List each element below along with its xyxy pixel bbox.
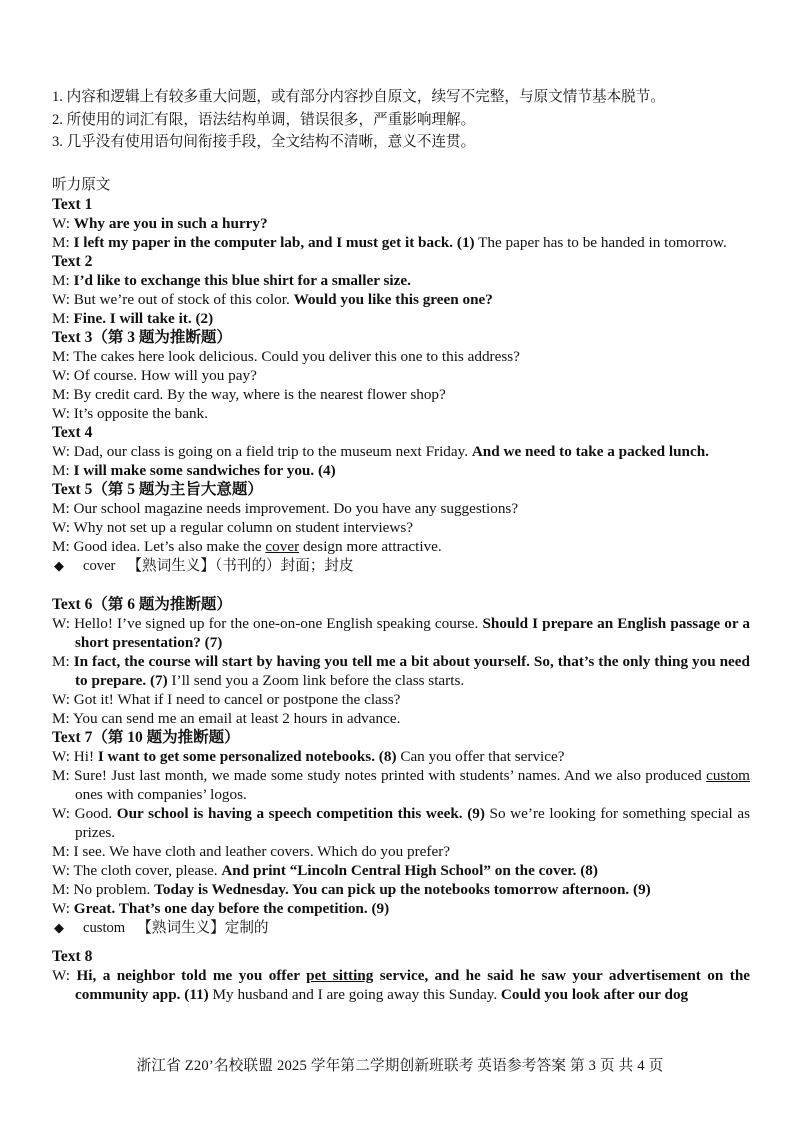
listening-transcript bbox=[52, 176, 750, 1004]
text-7-line-1: W: Hi! I want to get some personalized notebooks. (8) Can you offer that service? bbox=[52, 748, 565, 765]
text-7-line-4: M: I see. We have cloth and leather covers. Which do you prefer? bbox=[52, 843, 450, 860]
text-1-line-2: M: I left my paper in the computer lab, and I must get it back. (1) The paper has to be handed in tomorrow. bbox=[52, 234, 727, 251]
text-1-title: Text 1 bbox=[52, 196, 93, 213]
text-7-title: Text 7（第 10 题为推断题） bbox=[52, 729, 240, 746]
text-6-line-2: M: In fact, the course will start by having you tell me a bit about yourself. So, that’s the only thing you need to prepare. (7) I’ll send you a Zoom link before the class starts. bbox=[52, 653, 750, 689]
text-3-line-3: M: By credit card. By the way, where is the nearest flower shop? bbox=[52, 386, 446, 403]
text-5-title: Text 5（第 5 题为主旨大意题） bbox=[52, 481, 263, 498]
text-7-line-5: W: The cloth cover, please. And print “Lincoln Central High School” on the cover. (8) bbox=[52, 862, 598, 879]
text-3-line-1: M: The cakes here look delicious. Could you deliver this one to this address? bbox=[52, 348, 520, 365]
diamond-bullet-icon: ◆ bbox=[54, 558, 64, 573]
text-6-line-4: M: You can send me an email at least 2 hours in advance. bbox=[52, 710, 401, 727]
text-3-line-4: W: It’s opposite the bank. bbox=[52, 405, 208, 422]
text-5-line-2: W: Why not set up a regular column on student interviews? bbox=[52, 519, 414, 536]
text-7-line-3: W: Good. Our school is having a speech competition this week. (9) So we’re looking for something special as prizes. bbox=[52, 805, 750, 841]
text-6-line-1: W: Hello! I’ve signed up for the one-on-one English speaking course. Should I prepare an English passage or a short presentation? (7) bbox=[52, 615, 750, 651]
text-3-line-2: W: Of course. How will you pay? bbox=[52, 367, 257, 384]
text-4-line-2: M: I will make some sandwiches for you. (4) bbox=[52, 462, 336, 479]
text-8-line-1: W: Hi, a neighbor told me you offer pet sitting service, and he said he saw your advertisement on the community app. (11) My husband and I are going away this Sunday. Could you look after our dog bbox=[52, 967, 751, 1003]
text-7-line-7: W: Great. That’s one day before the competition. (9) bbox=[52, 900, 390, 917]
text-8-title: Text 8 bbox=[52, 948, 93, 965]
text-7-line-2: M: Sure! Just last month, we made some study notes printed with students’ names. And we also produced custom ones with companies’ logos. bbox=[52, 767, 750, 803]
text-4-line-1: W: Dad, our class is going on a field trip to the museum next Friday. And we need to take a packed lunch. bbox=[52, 443, 709, 460]
section-title: 听力原文 bbox=[52, 177, 111, 193]
text-2-title: Text 2 bbox=[52, 253, 93, 270]
diamond-bullet-icon: ◆ bbox=[54, 920, 64, 935]
vocab-note-custom: ◆ custom 【熟词生义】定制的 bbox=[54, 920, 269, 936]
text-3-title: Text 3（第 3 题为推断题） bbox=[52, 329, 232, 346]
text-7-line-6: M: No problem. Today is Wednesday. You can pick up the notebooks tomorrow afternoon. (9) bbox=[52, 881, 651, 898]
text-2-line-1: M: I’d like to exchange this blue shirt for a smaller size. bbox=[52, 272, 411, 289]
text-1-line-1: W: Why are you in such a hurry? bbox=[52, 215, 268, 232]
text-5-line-1: M: Our school magazine needs improvement. Do you have any suggestions? bbox=[52, 500, 519, 517]
criterion-1: 1. 内容和逻辑上有较多重大问题，或有部分内容抄自原文，续写不完整，与原文情节基本脱节。 bbox=[52, 89, 665, 105]
page-footer: 浙江省 Z20’名校联盟 2025 学年第二学期创新班联考 英语参考答案 第 3 页 共 4 页 bbox=[136, 1058, 664, 1074]
text-6-line-3: W: Got it! What if I need to cancel or postpone the class? bbox=[52, 691, 401, 708]
text-4-title: Text 4 bbox=[52, 424, 93, 441]
text-6-title: Text 6（第 6 题为推断题） bbox=[52, 596, 232, 613]
text-2-line-2: W: But we’re out of stock of this color. Would you like this green one? bbox=[52, 291, 493, 308]
text-2-line-3: M: Fine. I will take it. (2) bbox=[52, 310, 214, 327]
criterion-3: 3. 几乎没有使用语句间衔接手段，全文结构不清晰，意义不连贯。 bbox=[52, 134, 476, 150]
text-5-line-3: M: Good idea. Let’s also make the cover design more attractive. bbox=[52, 538, 442, 555]
vocab-note-cover: ◆ cover 【熟词生义】（书刊的）封面；封皮 bbox=[54, 558, 354, 574]
scoring-criteria bbox=[52, 86, 772, 154]
criterion-2: 2. 所使用的词汇有限，语法结构单调，错误很多，严重影响理解。 bbox=[52, 111, 476, 128]
